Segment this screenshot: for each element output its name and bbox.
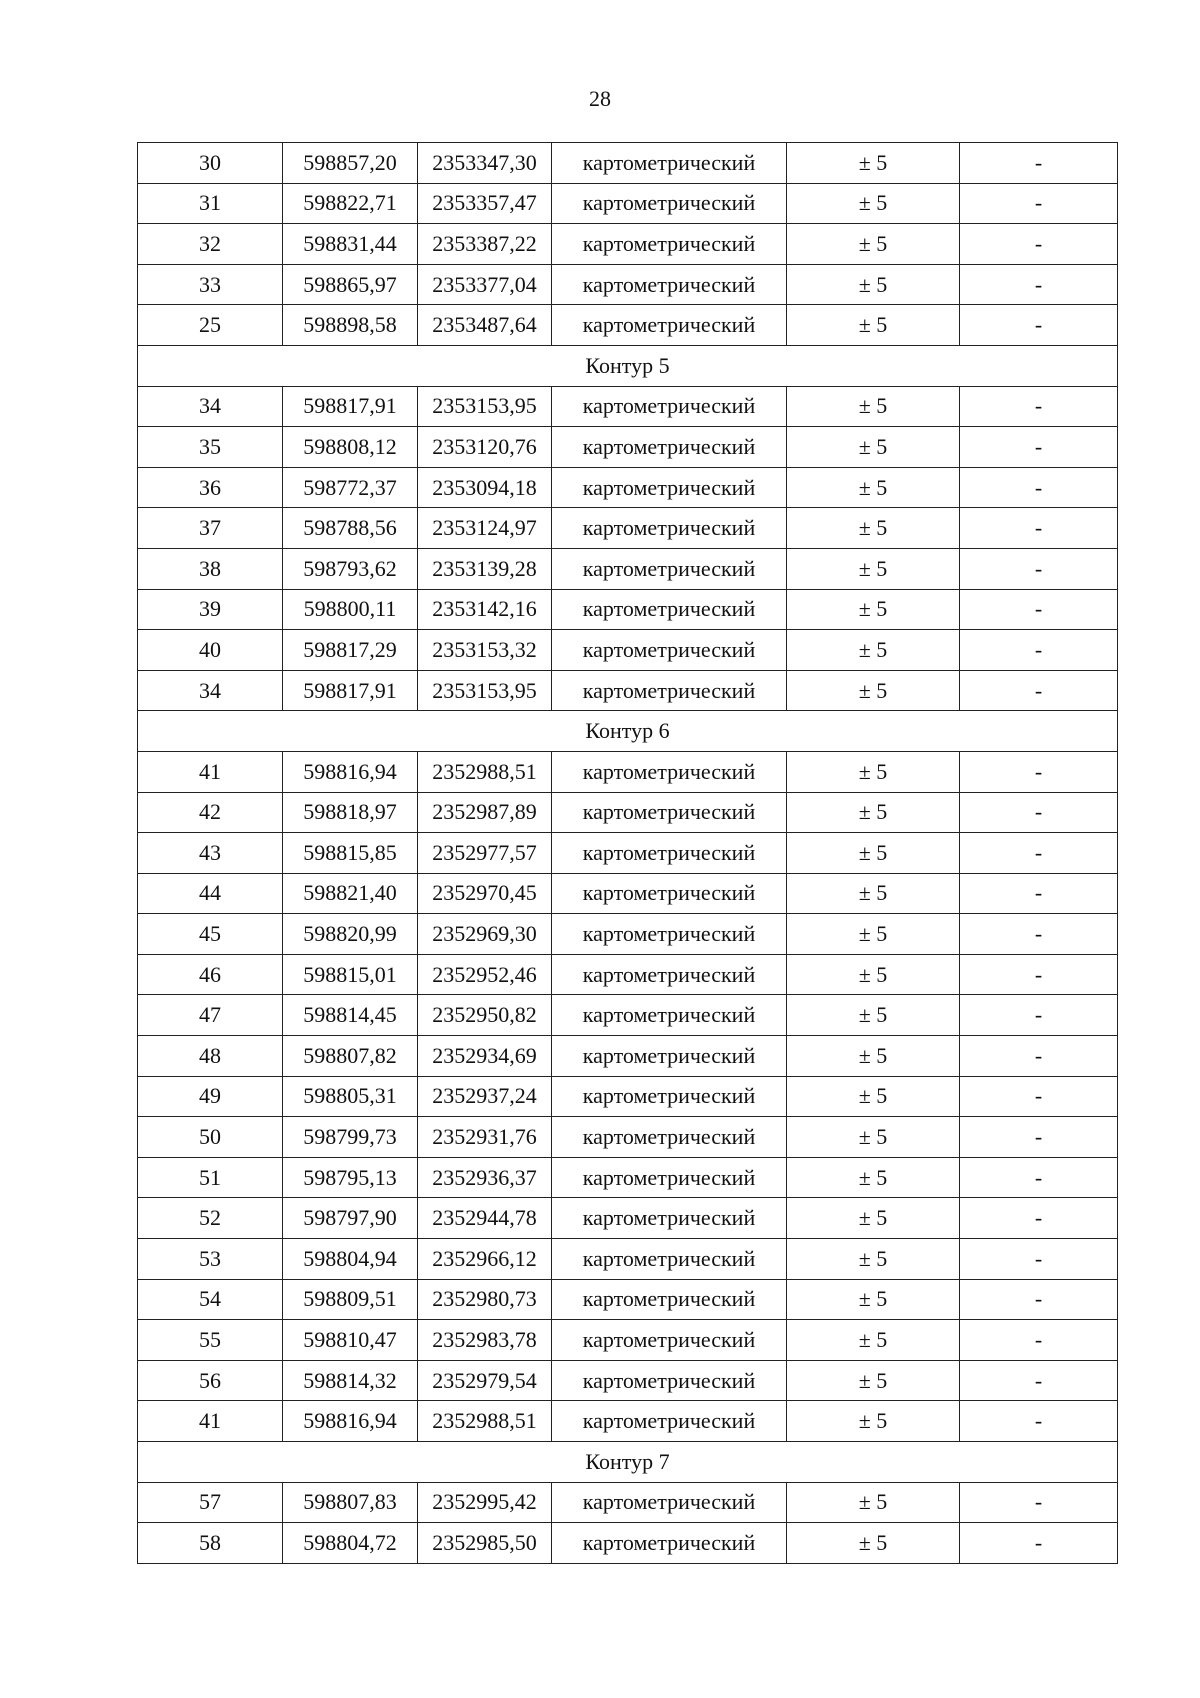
accuracy-cell: ± 5: [787, 995, 960, 1036]
accuracy-cell: ± 5: [787, 1239, 960, 1280]
coordinate-y-cell: 2353120,76: [418, 427, 552, 468]
coordinate-x-cell: 598816,94: [283, 751, 418, 792]
method-cell: картометрический: [552, 914, 787, 955]
coordinates-table-body: [138, 143, 1118, 1564]
point-number-cell: 49: [138, 1076, 283, 1117]
point-number-cell: 46: [138, 954, 283, 995]
table-row: [138, 386, 1118, 427]
method-cell: картометрический: [552, 1401, 787, 1442]
coordinate-y-cell: 2352969,30: [418, 914, 552, 955]
point-number-cell: 34: [138, 670, 283, 711]
accuracy-cell: ± 5: [787, 1279, 960, 1320]
method-cell: картометрический: [552, 548, 787, 589]
point-number-cell: 32: [138, 224, 283, 265]
coordinate-y-cell: 2353357,47: [418, 183, 552, 224]
method-cell: картометрический: [552, 1036, 787, 1077]
point-number-cell: 36: [138, 467, 283, 508]
accuracy-cell: ± 5: [787, 386, 960, 427]
method-cell: картометрический: [552, 630, 787, 671]
point-number-cell: 42: [138, 792, 283, 833]
coordinate-x-cell: 598800,11: [283, 589, 418, 630]
coordinate-y-cell: 2352995,42: [418, 1482, 552, 1523]
coordinate-x-cell: 598831,44: [283, 224, 418, 265]
method-cell: картометрический: [552, 1239, 787, 1280]
coordinate-x-cell: 598815,01: [283, 954, 418, 995]
method-cell: картометрический: [552, 873, 787, 914]
accuracy-cell: ± 5: [787, 1157, 960, 1198]
table-row: [138, 1036, 1118, 1077]
coordinate-x-cell: 598815,85: [283, 833, 418, 874]
point-number-cell: 45: [138, 914, 283, 955]
coordinate-y-cell: 2353094,18: [418, 467, 552, 508]
page-number: 28: [589, 86, 611, 111]
table-row: [138, 1482, 1118, 1523]
method-cell: картометрический: [552, 589, 787, 630]
coordinate-y-cell: 2352980,73: [418, 1279, 552, 1320]
accuracy-cell: ± 5: [787, 508, 960, 549]
method-cell: картометрический: [552, 1279, 787, 1320]
accuracy-cell: ± 5: [787, 1117, 960, 1158]
coordinate-y-cell: 2352988,51: [418, 751, 552, 792]
coordinate-x-cell: 598814,32: [283, 1360, 418, 1401]
point-number-cell: 37: [138, 508, 283, 549]
accuracy-cell: ± 5: [787, 589, 960, 630]
description-cell: -: [960, 183, 1118, 224]
contour-title: Контур 6: [138, 711, 1118, 752]
description-cell: -: [960, 670, 1118, 711]
accuracy-cell: ± 5: [787, 954, 960, 995]
point-number-cell: 50: [138, 1117, 283, 1158]
accuracy-cell: ± 5: [787, 1198, 960, 1239]
method-cell: картометрический: [552, 792, 787, 833]
method-cell: картометрический: [552, 508, 787, 549]
accuracy-cell: ± 5: [787, 1036, 960, 1077]
method-cell: картометрический: [552, 995, 787, 1036]
coordinate-x-cell: 598816,94: [283, 1401, 418, 1442]
coordinate-x-cell: 598788,56: [283, 508, 418, 549]
description-cell: -: [960, 224, 1118, 265]
point-number-cell: 56: [138, 1360, 283, 1401]
point-number-cell: 51: [138, 1157, 283, 1198]
description-cell: -: [960, 1482, 1118, 1523]
method-cell: картометрический: [552, 1320, 787, 1361]
coordinate-y-cell: 2352931,76: [418, 1117, 552, 1158]
contour-header-row: [138, 1442, 1118, 1483]
method-cell: картометрический: [552, 1523, 787, 1564]
point-number-cell: 47: [138, 995, 283, 1036]
coordinate-x-cell: 598857,20: [283, 143, 418, 184]
description-cell: -: [960, 1320, 1118, 1361]
table-row: [138, 954, 1118, 995]
point-number-cell: 33: [138, 264, 283, 305]
accuracy-cell: ± 5: [787, 264, 960, 305]
point-number-cell: 40: [138, 630, 283, 671]
point-number-cell: 41: [138, 751, 283, 792]
contour-title: Контур 5: [138, 345, 1118, 386]
table-row: [138, 1157, 1118, 1198]
coordinate-x-cell: 598898,58: [283, 305, 418, 346]
description-cell: -: [960, 386, 1118, 427]
table-row: [138, 183, 1118, 224]
table-row: [138, 427, 1118, 468]
point-number-cell: 44: [138, 873, 283, 914]
coordinate-x-cell: 598793,62: [283, 548, 418, 589]
table-row: [138, 833, 1118, 874]
method-cell: картометрический: [552, 833, 787, 874]
description-cell: -: [960, 954, 1118, 995]
coordinate-y-cell: 2353377,04: [418, 264, 552, 305]
point-number-cell: 53: [138, 1239, 283, 1280]
description-cell: -: [960, 1157, 1118, 1198]
table-row: [138, 1117, 1118, 1158]
accuracy-cell: ± 5: [787, 548, 960, 589]
description-cell: -: [960, 589, 1118, 630]
contour-title: Контур 7: [138, 1442, 1118, 1483]
contour-header-row: [138, 711, 1118, 752]
method-cell: картометрический: [552, 143, 787, 184]
accuracy-cell: ± 5: [787, 792, 960, 833]
accuracy-cell: ± 5: [787, 630, 960, 671]
coordinate-y-cell: 2352988,51: [418, 1401, 552, 1442]
description-cell: -: [960, 1523, 1118, 1564]
coordinate-y-cell: 2352983,78: [418, 1320, 552, 1361]
table-row: [138, 1360, 1118, 1401]
method-cell: картометрический: [552, 264, 787, 305]
accuracy-cell: ± 5: [787, 1076, 960, 1117]
accuracy-cell: ± 5: [787, 427, 960, 468]
point-number-cell: 57: [138, 1482, 283, 1523]
table-row: [138, 548, 1118, 589]
table-row: [138, 792, 1118, 833]
coordinate-x-cell: 598805,31: [283, 1076, 418, 1117]
table-row: [138, 1401, 1118, 1442]
description-cell: -: [960, 1279, 1118, 1320]
point-number-cell: 54: [138, 1279, 283, 1320]
table-row: [138, 467, 1118, 508]
description-cell: -: [960, 751, 1118, 792]
coordinate-y-cell: 2352950,82: [418, 995, 552, 1036]
table-row: [138, 1320, 1118, 1361]
table-row: [138, 1076, 1118, 1117]
coordinate-y-cell: 2352937,24: [418, 1076, 552, 1117]
accuracy-cell: ± 5: [787, 873, 960, 914]
coordinate-x-cell: 598820,99: [283, 914, 418, 955]
method-cell: картометрический: [552, 183, 787, 224]
table-row: [138, 1279, 1118, 1320]
coordinate-y-cell: 2352934,69: [418, 1036, 552, 1077]
coordinate-y-cell: 2353142,16: [418, 589, 552, 630]
accuracy-cell: ± 5: [787, 467, 960, 508]
description-cell: -: [960, 914, 1118, 955]
coordinate-y-cell: 2352944,78: [418, 1198, 552, 1239]
coordinate-x-cell: 598814,45: [283, 995, 418, 1036]
coordinate-y-cell: 2352970,45: [418, 873, 552, 914]
accuracy-cell: ± 5: [787, 1320, 960, 1361]
coordinate-y-cell: 2353347,30: [418, 143, 552, 184]
method-cell: картометрический: [552, 1198, 787, 1239]
description-cell: -: [960, 143, 1118, 184]
description-cell: -: [960, 833, 1118, 874]
table-row: [138, 670, 1118, 711]
method-cell: картометрический: [552, 386, 787, 427]
coordinate-x-cell: 598822,71: [283, 183, 418, 224]
method-cell: картометрический: [552, 751, 787, 792]
point-number-cell: 38: [138, 548, 283, 589]
description-cell: -: [960, 1401, 1118, 1442]
coordinate-y-cell: 2353153,95: [418, 670, 552, 711]
point-number-cell: 30: [138, 143, 283, 184]
point-number-cell: 55: [138, 1320, 283, 1361]
method-cell: картометрический: [552, 1117, 787, 1158]
coordinate-y-cell: 2352952,46: [418, 954, 552, 995]
accuracy-cell: ± 5: [787, 143, 960, 184]
table-row: [138, 873, 1118, 914]
table-row: [138, 589, 1118, 630]
table-row: [138, 264, 1118, 305]
table-row: [138, 305, 1118, 346]
method-cell: картометрический: [552, 1360, 787, 1401]
description-cell: -: [960, 508, 1118, 549]
coordinate-x-cell: 598804,72: [283, 1523, 418, 1564]
point-number-cell: 25: [138, 305, 283, 346]
point-number-cell: 58: [138, 1523, 283, 1564]
accuracy-cell: ± 5: [787, 751, 960, 792]
method-cell: картометрический: [552, 954, 787, 995]
coordinate-y-cell: 2353153,32: [418, 630, 552, 671]
coordinate-x-cell: 598817,29: [283, 630, 418, 671]
coordinate-x-cell: 598818,97: [283, 792, 418, 833]
method-cell: картометрический: [552, 427, 787, 468]
coordinate-y-cell: 2352987,89: [418, 792, 552, 833]
accuracy-cell: ± 5: [787, 1523, 960, 1564]
coordinate-y-cell: 2353124,97: [418, 508, 552, 549]
description-cell: -: [960, 792, 1118, 833]
point-number-cell: 34: [138, 386, 283, 427]
accuracy-cell: ± 5: [787, 183, 960, 224]
coordinate-x-cell: 598821,40: [283, 873, 418, 914]
coordinate-y-cell: 2353139,28: [418, 548, 552, 589]
table-row: [138, 143, 1118, 184]
description-cell: -: [960, 1117, 1118, 1158]
coordinate-x-cell: 598797,90: [283, 1198, 418, 1239]
description-cell: -: [960, 305, 1118, 346]
accuracy-cell: ± 5: [787, 1482, 960, 1523]
accuracy-cell: ± 5: [787, 305, 960, 346]
method-cell: картометрический: [552, 1076, 787, 1117]
table-row: [138, 914, 1118, 955]
point-number-cell: 52: [138, 1198, 283, 1239]
point-number-cell: 41: [138, 1401, 283, 1442]
coordinate-x-cell: 598810,47: [283, 1320, 418, 1361]
coordinate-y-cell: 2353387,22: [418, 224, 552, 265]
description-cell: -: [960, 1076, 1118, 1117]
description-cell: -: [960, 1198, 1118, 1239]
method-cell: картометрический: [552, 670, 787, 711]
method-cell: картометрический: [552, 1157, 787, 1198]
table-row: [138, 508, 1118, 549]
coordinate-x-cell: 598808,12: [283, 427, 418, 468]
coordinate-x-cell: 598807,83: [283, 1482, 418, 1523]
coordinate-x-cell: 598804,94: [283, 1239, 418, 1280]
contour-header-row: [138, 345, 1118, 386]
method-cell: картометрический: [552, 1482, 787, 1523]
description-cell: -: [960, 1239, 1118, 1280]
coordinate-y-cell: 2352936,37: [418, 1157, 552, 1198]
coordinate-y-cell: 2353487,64: [418, 305, 552, 346]
accuracy-cell: ± 5: [787, 1360, 960, 1401]
accuracy-cell: ± 5: [787, 670, 960, 711]
method-cell: картометрический: [552, 467, 787, 508]
table-row: [138, 1239, 1118, 1280]
coordinate-y-cell: 2352979,54: [418, 1360, 552, 1401]
coordinate-x-cell: 598772,37: [283, 467, 418, 508]
table-row: [138, 224, 1118, 265]
point-number-cell: 35: [138, 427, 283, 468]
point-number-cell: 48: [138, 1036, 283, 1077]
coordinate-y-cell: 2352966,12: [418, 1239, 552, 1280]
method-cell: картометрический: [552, 305, 787, 346]
table-row: [138, 995, 1118, 1036]
accuracy-cell: ± 5: [787, 1401, 960, 1442]
description-cell: -: [960, 427, 1118, 468]
table-row: [138, 751, 1118, 792]
coordinate-y-cell: 2352985,50: [418, 1523, 552, 1564]
coordinate-x-cell: 598817,91: [283, 670, 418, 711]
point-number-cell: 31: [138, 183, 283, 224]
coordinates-table: [137, 142, 1118, 1564]
table-row: [138, 1523, 1118, 1564]
description-cell: -: [960, 995, 1118, 1036]
coordinate-y-cell: 2352977,57: [418, 833, 552, 874]
coordinate-x-cell: 598807,82: [283, 1036, 418, 1077]
coordinate-x-cell: 598817,91: [283, 386, 418, 427]
method-cell: картометрический: [552, 224, 787, 265]
coordinate-x-cell: 598809,51: [283, 1279, 418, 1320]
point-number-cell: 39: [138, 589, 283, 630]
accuracy-cell: ± 5: [787, 224, 960, 265]
table-row: [138, 1198, 1118, 1239]
accuracy-cell: ± 5: [787, 914, 960, 955]
description-cell: -: [960, 467, 1118, 508]
coordinate-x-cell: 598795,13: [283, 1157, 418, 1198]
coordinate-y-cell: 2353153,95: [418, 386, 552, 427]
coordinate-x-cell: 598799,73: [283, 1117, 418, 1158]
table-row: [138, 630, 1118, 671]
description-cell: -: [960, 873, 1118, 914]
accuracy-cell: ± 5: [787, 833, 960, 874]
description-cell: -: [960, 264, 1118, 305]
point-number-cell: 43: [138, 833, 283, 874]
coordinate-x-cell: 598865,97: [283, 264, 418, 305]
description-cell: -: [960, 548, 1118, 589]
description-cell: -: [960, 1036, 1118, 1077]
description-cell: -: [960, 630, 1118, 671]
description-cell: -: [960, 1360, 1118, 1401]
